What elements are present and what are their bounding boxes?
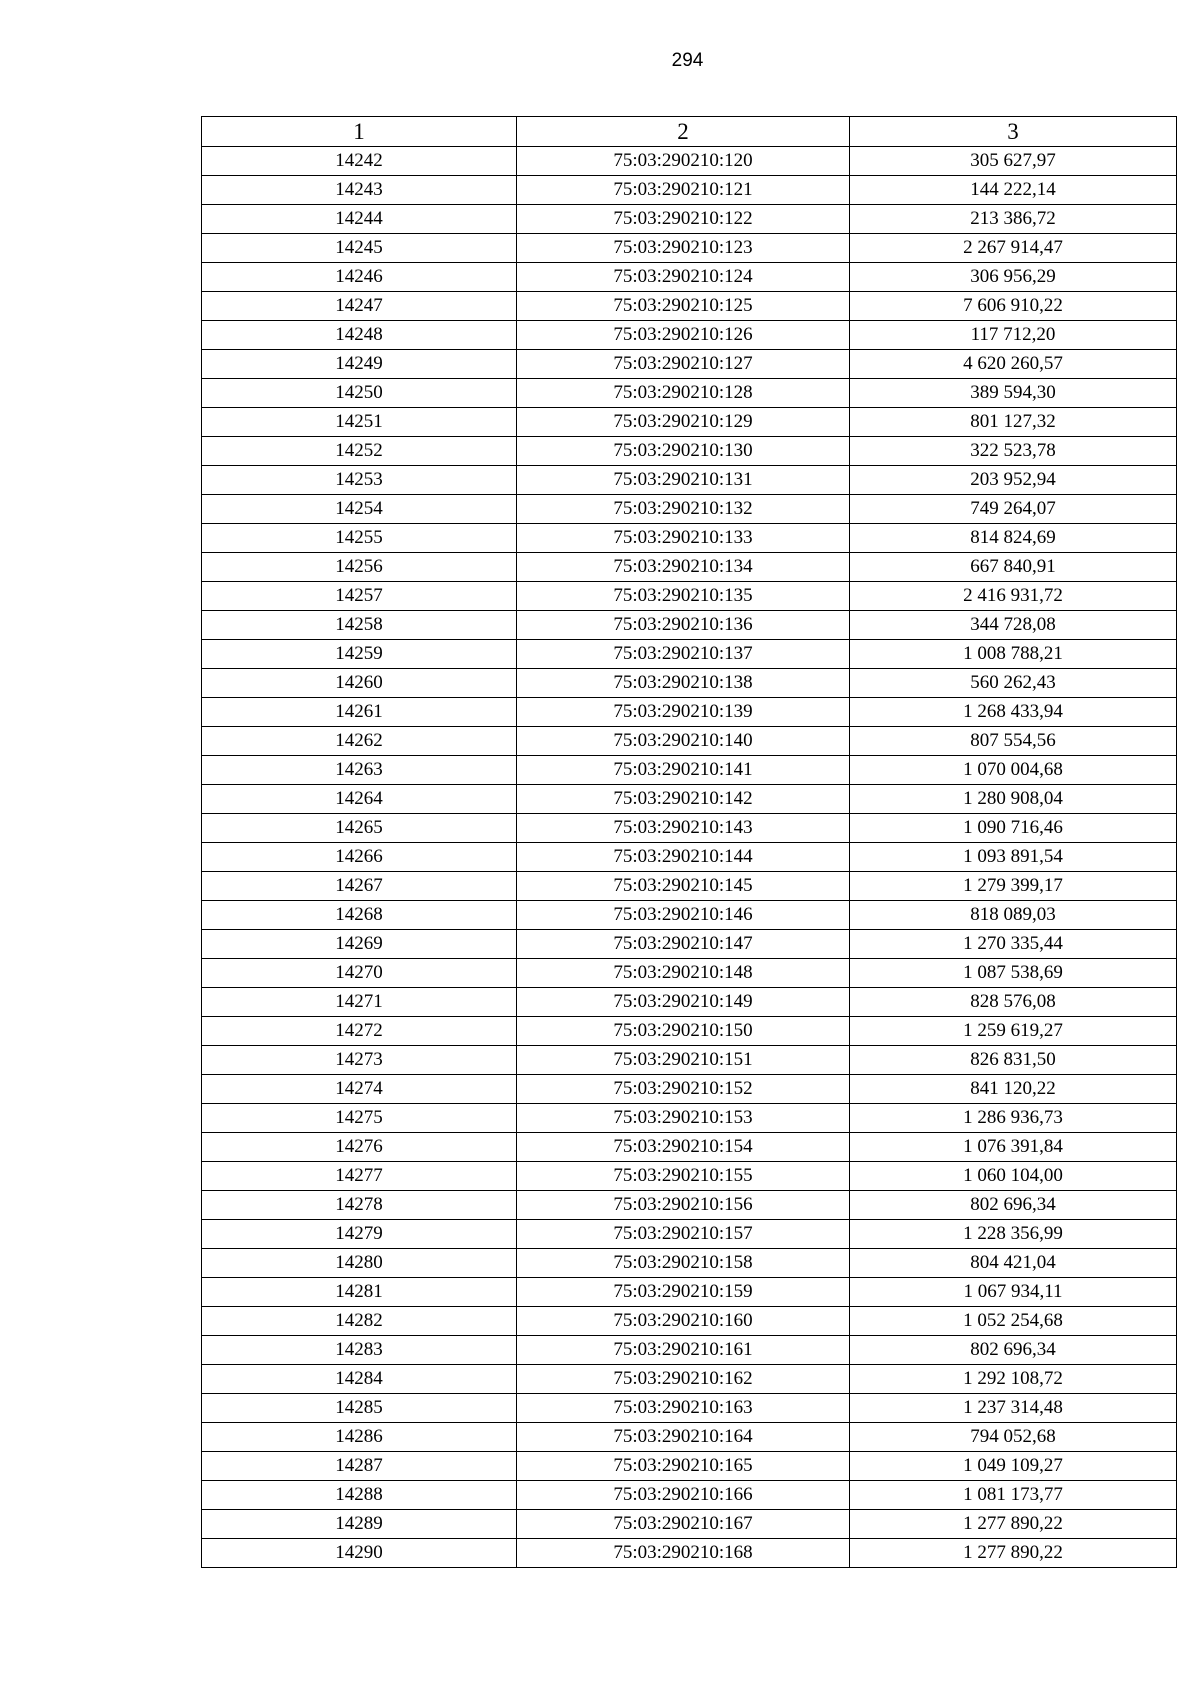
row-number-cell: 14246 xyxy=(202,263,517,292)
cadastral-number-cell: 75:03:290210:142 xyxy=(517,785,850,814)
row-number-cell: 14245 xyxy=(202,234,517,263)
table-row xyxy=(202,147,1177,176)
table-row xyxy=(202,1307,1177,1336)
cadastral-number-cell: 75:03:290210:145 xyxy=(517,872,850,901)
value-cell: 1 090 716,46 xyxy=(850,814,1177,843)
value-cell: 306 956,29 xyxy=(850,263,1177,292)
table-row xyxy=(202,1220,1177,1249)
row-number-cell: 14276 xyxy=(202,1133,517,1162)
value-cell: 814 824,69 xyxy=(850,524,1177,553)
table-row xyxy=(202,466,1177,495)
value-cell: 2 267 914,47 xyxy=(850,234,1177,263)
cadastral-number-cell: 75:03:290210:158 xyxy=(517,1249,850,1278)
row-number-cell: 14273 xyxy=(202,1046,517,1075)
row-number-cell: 14281 xyxy=(202,1278,517,1307)
cadastral-number-cell: 75:03:290210:162 xyxy=(517,1365,850,1394)
cadastral-number-cell: 75:03:290210:135 xyxy=(517,582,850,611)
value-cell: 1 087 538,69 xyxy=(850,959,1177,988)
row-number-cell: 14243 xyxy=(202,176,517,205)
table-row xyxy=(202,176,1177,205)
row-number-cell: 14287 xyxy=(202,1452,517,1481)
row-number-cell: 14248 xyxy=(202,321,517,350)
value-cell: 801 127,32 xyxy=(850,408,1177,437)
row-number-cell: 14251 xyxy=(202,408,517,437)
table-row xyxy=(202,524,1177,553)
table-row xyxy=(202,1452,1177,1481)
table-row xyxy=(202,379,1177,408)
value-cell: 344 728,08 xyxy=(850,611,1177,640)
row-number-cell: 14257 xyxy=(202,582,517,611)
value-cell: 1 049 109,27 xyxy=(850,1452,1177,1481)
table-body xyxy=(202,147,1177,1568)
table-row xyxy=(202,1336,1177,1365)
cadastral-number-cell: 75:03:290210:154 xyxy=(517,1133,850,1162)
row-number-cell: 14263 xyxy=(202,756,517,785)
cadastral-number-cell: 75:03:290210:123 xyxy=(517,234,850,263)
table-row xyxy=(202,1162,1177,1191)
cadastral-number-cell: 75:03:290210:161 xyxy=(517,1336,850,1365)
table-row xyxy=(202,1133,1177,1162)
value-cell: 667 840,91 xyxy=(850,553,1177,582)
row-number-cell: 14275 xyxy=(202,1104,517,1133)
cadastral-number-cell: 75:03:290210:147 xyxy=(517,930,850,959)
table-row xyxy=(202,1539,1177,1568)
table-row xyxy=(202,988,1177,1017)
value-cell: 117 712,20 xyxy=(850,321,1177,350)
value-cell: 322 523,78 xyxy=(850,437,1177,466)
value-cell: 1 277 890,22 xyxy=(850,1510,1177,1539)
cadastral-number-cell: 75:03:290210:122 xyxy=(517,205,850,234)
table-row xyxy=(202,292,1177,321)
row-number-cell: 14289 xyxy=(202,1510,517,1539)
cadastral-number-cell: 75:03:290210:151 xyxy=(517,1046,850,1075)
cadastral-number-cell: 75:03:290210:138 xyxy=(517,669,850,698)
table-row xyxy=(202,1046,1177,1075)
row-number-cell: 14261 xyxy=(202,698,517,727)
table-row xyxy=(202,872,1177,901)
row-number-cell: 14288 xyxy=(202,1481,517,1510)
row-number-cell: 14286 xyxy=(202,1423,517,1452)
row-number-cell: 14284 xyxy=(202,1365,517,1394)
value-cell: 203 952,94 xyxy=(850,466,1177,495)
value-cell: 818 089,03 xyxy=(850,901,1177,930)
cadastral-number-cell: 75:03:290210:157 xyxy=(517,1220,850,1249)
row-number-cell: 14249 xyxy=(202,350,517,379)
table-row xyxy=(202,1394,1177,1423)
cadastral-number-cell: 75:03:290210:149 xyxy=(517,988,850,1017)
cadastral-number-cell: 75:03:290210:133 xyxy=(517,524,850,553)
value-cell: 1 052 254,68 xyxy=(850,1307,1177,1336)
value-cell: 1 270 335,44 xyxy=(850,930,1177,959)
cadastral-number-cell: 75:03:290210:129 xyxy=(517,408,850,437)
cadastral-number-cell: 75:03:290210:159 xyxy=(517,1278,850,1307)
row-number-cell: 14270 xyxy=(202,959,517,988)
cadastral-number-cell: 75:03:290210:140 xyxy=(517,727,850,756)
cadastral-number-cell: 75:03:290210:144 xyxy=(517,843,850,872)
value-cell: 1 279 399,17 xyxy=(850,872,1177,901)
cadastral-number-cell: 75:03:290210:166 xyxy=(517,1481,850,1510)
table-row xyxy=(202,1510,1177,1539)
cadastral-number-cell: 75:03:290210:120 xyxy=(517,147,850,176)
cadastral-number-cell: 75:03:290210:134 xyxy=(517,553,850,582)
row-number-cell: 14274 xyxy=(202,1075,517,1104)
value-cell: 2 416 931,72 xyxy=(850,582,1177,611)
cadastral-number-cell: 75:03:290210:136 xyxy=(517,611,850,640)
row-number-cell: 14244 xyxy=(202,205,517,234)
value-cell: 1 286 936,73 xyxy=(850,1104,1177,1133)
row-number-cell: 14266 xyxy=(202,843,517,872)
cadastral-number-cell: 75:03:290210:141 xyxy=(517,756,850,785)
cadastral-number-cell: 75:03:290210:146 xyxy=(517,901,850,930)
value-cell: 828 576,08 xyxy=(850,988,1177,1017)
value-cell: 389 594,30 xyxy=(850,379,1177,408)
column-header-3: 3 xyxy=(850,117,1177,147)
value-cell: 1 060 104,00 xyxy=(850,1162,1177,1191)
table-header xyxy=(202,117,1177,147)
value-cell: 7 606 910,22 xyxy=(850,292,1177,321)
value-cell: 560 262,43 xyxy=(850,669,1177,698)
table-row xyxy=(202,727,1177,756)
cadastral-number-cell: 75:03:290210:155 xyxy=(517,1162,850,1191)
cadastral-number-cell: 75:03:290210:139 xyxy=(517,698,850,727)
cadastral-number-cell: 75:03:290210:153 xyxy=(517,1104,850,1133)
cadastral-number-cell: 75:03:290210:143 xyxy=(517,814,850,843)
value-cell: 1 093 891,54 xyxy=(850,843,1177,872)
cadastral-number-cell: 75:03:290210:163 xyxy=(517,1394,850,1423)
row-number-cell: 14254 xyxy=(202,495,517,524)
value-cell: 1 237 314,48 xyxy=(850,1394,1177,1423)
cadastral-number-cell: 75:03:290210:130 xyxy=(517,437,850,466)
table-row xyxy=(202,785,1177,814)
row-number-cell: 14250 xyxy=(202,379,517,408)
row-number-cell: 14264 xyxy=(202,785,517,814)
value-cell: 1 280 908,04 xyxy=(850,785,1177,814)
row-number-cell: 14262 xyxy=(202,727,517,756)
table-row xyxy=(202,640,1177,669)
cadastral-number-cell: 75:03:290210:132 xyxy=(517,495,850,524)
table-row xyxy=(202,901,1177,930)
cadastral-number-cell: 75:03:290210:128 xyxy=(517,379,850,408)
cadastral-number-cell: 75:03:290210:168 xyxy=(517,1539,850,1568)
table-row xyxy=(202,611,1177,640)
row-number-cell: 14280 xyxy=(202,1249,517,1278)
cadastral-number-cell: 75:03:290210:160 xyxy=(517,1307,850,1336)
value-cell: 794 052,68 xyxy=(850,1423,1177,1452)
value-cell: 213 386,72 xyxy=(850,205,1177,234)
value-cell: 826 831,50 xyxy=(850,1046,1177,1075)
cadastral-number-cell: 75:03:290210:124 xyxy=(517,263,850,292)
value-cell: 802 696,34 xyxy=(850,1191,1177,1220)
value-cell: 1 076 391,84 xyxy=(850,1133,1177,1162)
table-row xyxy=(202,1365,1177,1394)
table-row xyxy=(202,698,1177,727)
value-cell: 1 081 173,77 xyxy=(850,1481,1177,1510)
row-number-cell: 14242 xyxy=(202,147,517,176)
column-header-1: 1 xyxy=(202,117,517,147)
value-cell: 807 554,56 xyxy=(850,727,1177,756)
table-row xyxy=(202,1423,1177,1452)
row-number-cell: 14260 xyxy=(202,669,517,698)
value-cell: 1 292 108,72 xyxy=(850,1365,1177,1394)
row-number-cell: 14258 xyxy=(202,611,517,640)
cadastral-number-cell: 75:03:290210:152 xyxy=(517,1075,850,1104)
table-row xyxy=(202,582,1177,611)
table-row xyxy=(202,1191,1177,1220)
row-number-cell: 14283 xyxy=(202,1336,517,1365)
cadastral-number-cell: 75:03:290210:165 xyxy=(517,1452,850,1481)
data-table xyxy=(201,116,1177,1568)
row-number-cell: 14285 xyxy=(202,1394,517,1423)
value-cell: 804 421,04 xyxy=(850,1249,1177,1278)
row-number-cell: 14277 xyxy=(202,1162,517,1191)
value-cell: 144 222,14 xyxy=(850,176,1177,205)
table-row xyxy=(202,350,1177,379)
value-cell: 1 259 619,27 xyxy=(850,1017,1177,1046)
column-header-2: 2 xyxy=(517,117,850,147)
table-row xyxy=(202,1075,1177,1104)
value-cell: 841 120,22 xyxy=(850,1075,1177,1104)
table-row xyxy=(202,437,1177,466)
table-row xyxy=(202,959,1177,988)
row-number-cell: 14259 xyxy=(202,640,517,669)
row-number-cell: 14290 xyxy=(202,1539,517,1568)
row-number-cell: 14265 xyxy=(202,814,517,843)
cadastral-number-cell: 75:03:290210:148 xyxy=(517,959,850,988)
cadastral-number-cell: 75:03:290210:167 xyxy=(517,1510,850,1539)
value-cell: 305 627,97 xyxy=(850,147,1177,176)
row-number-cell: 14278 xyxy=(202,1191,517,1220)
table-row xyxy=(202,263,1177,292)
table-row xyxy=(202,843,1177,872)
table-row xyxy=(202,756,1177,785)
table-row xyxy=(202,205,1177,234)
row-number-cell: 14269 xyxy=(202,930,517,959)
cadastral-number-cell: 75:03:290210:137 xyxy=(517,640,850,669)
table-row xyxy=(202,553,1177,582)
value-cell: 749 264,07 xyxy=(850,495,1177,524)
table-row xyxy=(202,408,1177,437)
value-cell: 1 067 934,11 xyxy=(850,1278,1177,1307)
value-cell: 1 228 356,99 xyxy=(850,1220,1177,1249)
row-number-cell: 14256 xyxy=(202,553,517,582)
row-number-cell: 14267 xyxy=(202,872,517,901)
row-number-cell: 14272 xyxy=(202,1017,517,1046)
table-row xyxy=(202,1278,1177,1307)
table-row xyxy=(202,234,1177,263)
value-cell: 1 008 788,21 xyxy=(850,640,1177,669)
table-row xyxy=(202,1249,1177,1278)
value-cell: 1 268 433,94 xyxy=(850,698,1177,727)
page-number: 294 xyxy=(671,50,704,71)
cadastral-number-cell: 75:03:290210:126 xyxy=(517,321,850,350)
table-row xyxy=(202,669,1177,698)
row-number-cell: 14255 xyxy=(202,524,517,553)
row-number-cell: 14279 xyxy=(202,1220,517,1249)
table-row xyxy=(202,321,1177,350)
row-number-cell: 14252 xyxy=(202,437,517,466)
table-row xyxy=(202,1481,1177,1510)
value-cell: 1 277 890,22 xyxy=(850,1539,1177,1568)
cadastral-number-cell: 75:03:290210:131 xyxy=(517,466,850,495)
row-number-cell: 14253 xyxy=(202,466,517,495)
table-row xyxy=(202,814,1177,843)
cadastral-number-cell: 75:03:290210:156 xyxy=(517,1191,850,1220)
table-row xyxy=(202,1017,1177,1046)
cadastral-number-cell: 75:03:290210:164 xyxy=(517,1423,850,1452)
row-number-cell: 14282 xyxy=(202,1307,517,1336)
value-cell: 1 070 004,68 xyxy=(850,756,1177,785)
cadastral-number-cell: 75:03:290210:150 xyxy=(517,1017,850,1046)
value-cell: 4 620 260,57 xyxy=(850,350,1177,379)
cadastral-number-cell: 75:03:290210:127 xyxy=(517,350,850,379)
row-number-cell: 14271 xyxy=(202,988,517,1017)
table-row xyxy=(202,1104,1177,1133)
row-number-cell: 14268 xyxy=(202,901,517,930)
cadastral-number-cell: 75:03:290210:121 xyxy=(517,176,850,205)
header-row xyxy=(202,117,1177,147)
table-row xyxy=(202,495,1177,524)
value-cell: 802 696,34 xyxy=(850,1336,1177,1365)
table-row xyxy=(202,930,1177,959)
row-number-cell: 14247 xyxy=(202,292,517,321)
cadastral-number-cell: 75:03:290210:125 xyxy=(517,292,850,321)
